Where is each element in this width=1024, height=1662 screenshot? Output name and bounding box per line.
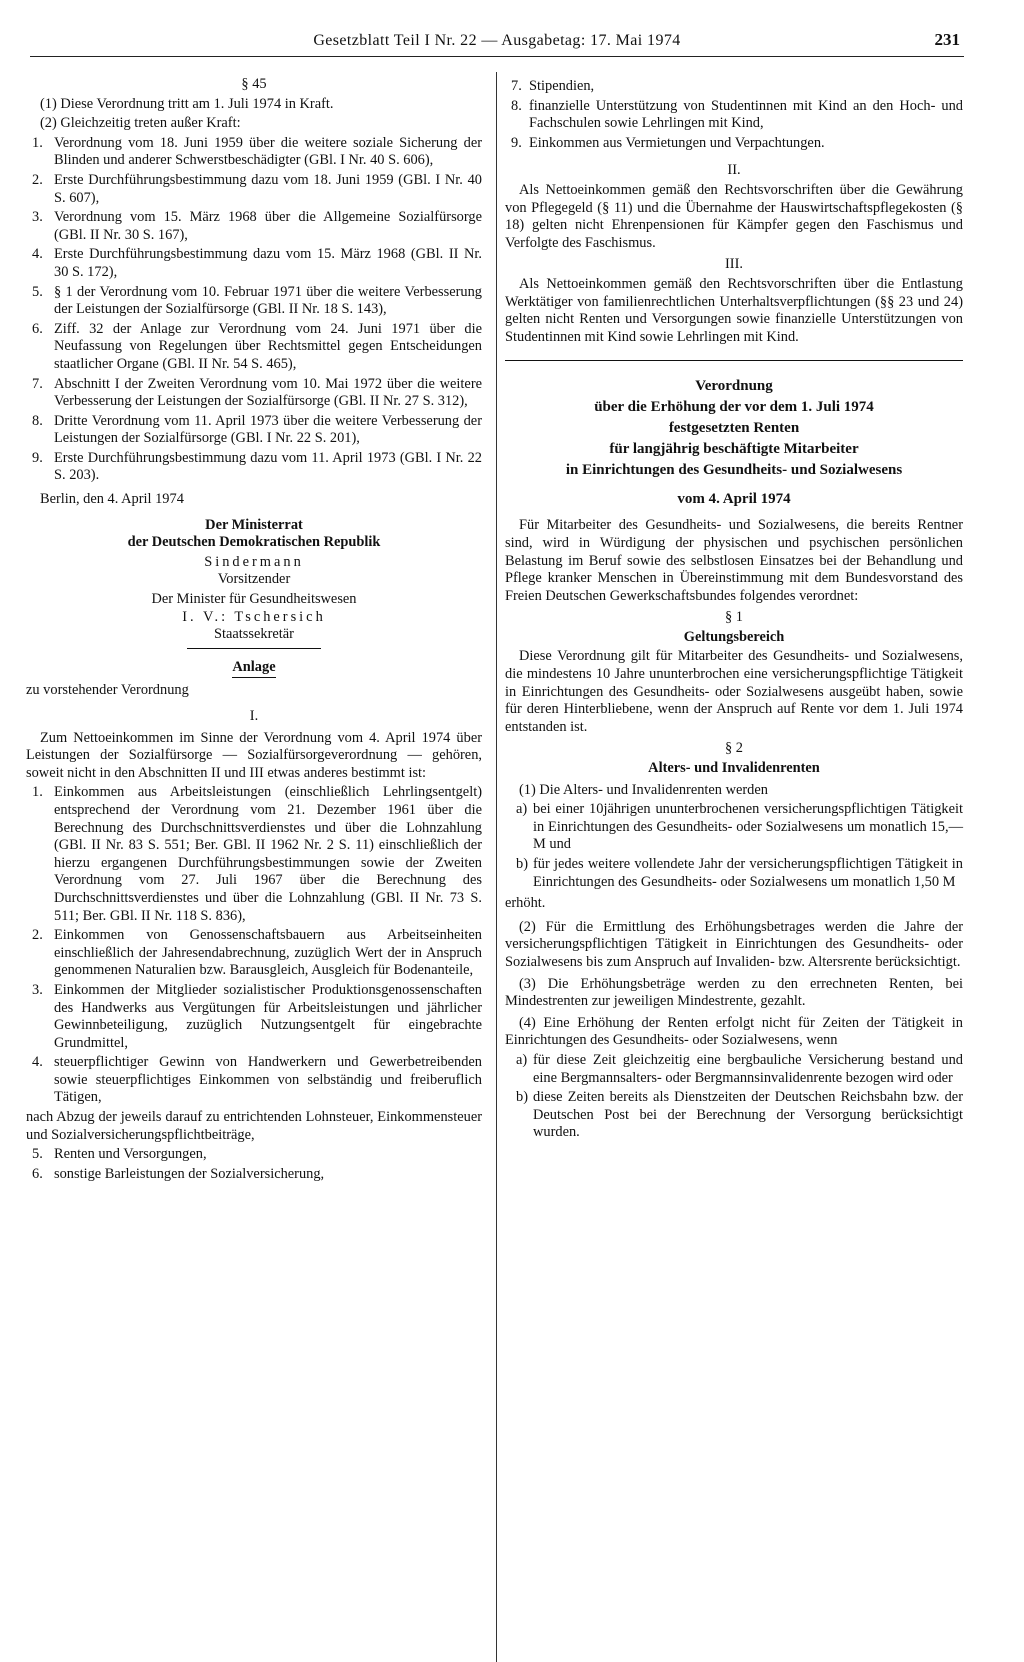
list-item-text: sonstige Barleistungen der Sozialversicherung, [54, 1165, 325, 1182]
list-item-number: 6. [32, 1165, 43, 1182]
header-title: Gesetzblatt Teil I Nr. 22 — Ausgabetag: 17. Mai 1974 [313, 32, 681, 49]
list-item-number: 4. [32, 1054, 43, 1071]
income-item [26, 982, 482, 1052]
list-item-text: steuerpflichtiger Gewinn von Handwerkern und Gewerbetreibenden sowie steuerpflichtiges Einkommen von selbständig und freiberuflich Tätigen, [54, 1054, 482, 1106]
signature-rule [187, 648, 321, 649]
decree-separator [505, 360, 963, 361]
list-item-number: 7. [511, 78, 522, 94]
list-item-text: finanzielle Unterstützung von Studentinnen mit Kind an den Hoch- und Fachschulen sowie Lehrlingen mit Kind, [529, 97, 963, 132]
decree-title-line: festgesetzten Renten [668, 420, 800, 437]
income-item [26, 1054, 482, 1107]
repealed-item [26, 284, 482, 319]
list-item-number: 2. [32, 171, 43, 188]
list-item-text: diese Zeiten bereits als Dienstzeiten der Deutschen Reichsbahn bzw. der Deutschen Post bei der Berechnung der Versorgung berücksichtigt wurden. [533, 1089, 963, 1141]
list-item-text: Verordnung vom 15. März 1968 über die Allgemeine Sozialfürsorge (GBl. II Nr. 30 S. 167), [54, 209, 482, 243]
anlage-title-wrap [26, 659, 482, 679]
list-item-text: Erste Durchführungsbestimmung dazu vom 11. April 1973 (GBl. I Nr. 22 S. 203). [54, 449, 482, 484]
sec1-heading: § 1 [725, 609, 743, 626]
sec2-p4-item [505, 1052, 963, 1087]
repealed-item [26, 209, 482, 244]
sec45-paragraph-1: (1) Diese Verordnung tritt am 1. Juli 1974 in Kraft. [40, 95, 334, 112]
income-item [26, 1146, 482, 1164]
signature-minister-line: Der Minister für Gesundheitswesen [151, 591, 357, 608]
section-I-heading: I. [249, 708, 259, 724]
signature-name-1: Sindermann [204, 553, 304, 570]
income-item [26, 784, 482, 925]
list-item-number: 6. [32, 320, 43, 337]
repealed-item [26, 135, 482, 170]
signature-org-line1: Der Ministerrat [205, 516, 303, 533]
list-item-number: 9. [511, 134, 522, 151]
sec2-list [505, 801, 963, 891]
repealed-item [26, 376, 482, 411]
income-list-3 [505, 78, 963, 152]
signature-role-1: Vorsitzender [217, 571, 291, 588]
sec2-item [505, 856, 963, 891]
place-date: Berlin, den 4. April 1974 [40, 491, 184, 508]
list-item-number: 4. [32, 246, 43, 263]
income-item [505, 98, 963, 133]
signature-block [26, 517, 482, 649]
list-item-text: Einkommen aus Vermietungen und Verpachtungen. [529, 134, 825, 151]
signature-name-2: I. V.: Tschersich [182, 608, 326, 625]
section-III-text: Als Nettoeinkommen gemäß den Rechtsvorschriften über die Entlastung Werktätiger von familienrechtlichen Unterhaltsverpflichtungen (§§ 23 und 24) gelten nicht Renten und Versorgungen sowie finanzielle Unterstützungen von Studentinnen mit Kind sowie Lehrlingen mit Kind. [505, 275, 963, 345]
list-item-text: § 1 der Verordnung vom 10. Februar 1971 über die weitere Verbesserung der Leistungen der Sozialfürsorge (GBl. II Nr. 18 S. 143), [54, 283, 482, 318]
anlage-subtitle: zu vorstehender Verordnung [26, 682, 189, 699]
sec2-erhoeht: erhöht. [505, 895, 546, 912]
list-item-text: Verordnung vom 18. Juni 1959 über die weitere soziale Sicherung der Blinden und anderer Schwerstbeschädigter (GBl. I Nr. 40 S. 606), [54, 134, 482, 169]
income-item [26, 927, 482, 980]
sec1-title: Geltungsbereich [683, 628, 785, 645]
section-II-heading: II. [727, 162, 741, 179]
sec2-title: Alters- und Invalidenrenten [648, 760, 820, 777]
sec2-item [505, 801, 963, 854]
list-item-number: 5. [32, 283, 43, 300]
repealed-item [26, 413, 482, 448]
list-item-text: Stipendien, [529, 78, 595, 94]
income-item [505, 78, 963, 96]
list-item-number: 1. [32, 134, 43, 151]
sec2-paragraph-2: (2) Für die Ermittlung des Erhöhungsbetrages werden die Jahre der versicherungspflichtigen Tätigkeit in Einrichtungen des Gesundheits- oder Sozialwesens bis zum Anspruch auf Invaliden- bzw. Altersrente berücksichtigt. [505, 918, 963, 970]
list-item-number: 1. [32, 784, 43, 801]
repealed-item [26, 246, 482, 281]
list-item-number: 5. [32, 1146, 43, 1163]
sec2-paragraph-4: (4) Eine Erhöhung der Renten erfolgt nicht für Zeiten der Tätigkeit in Einrichtungen des Gesundheits- oder Sozialwesens, wenn [505, 1014, 963, 1049]
decree-title-line: über die Erhöhung der vor dem 1. Juli 1974 [594, 399, 874, 416]
section-II-text: Als Nettoeinkommen gemäß den Rechtsvorschriften über die Gewährung von Pflegegeld (§ 11) und die Übernahme der Hauswirtschaftspflegekosten (§ 18) gelten nicht Ehrenpensionen für Kämpfer gegen den Faschismus und Verfolgte des Faschismus. [505, 181, 963, 251]
list-item-number: 9. [32, 449, 43, 466]
list-item-text: Einkommen der Mitglieder sozialistischer Produktionsgenossenschaften des Handwerks aus Vergütungen für Arbeitsleistungen und jährlicher Gewinnbeteiligung, zuzüglich Nutzungsentgelt für eingebrachte Grundmittel, [54, 981, 482, 1051]
list-item-text: für jedes weitere vollendete Jahr der versicherungspflichtigen Tätigkeit in Einrichtungen des Gesundheits- oder Sozialwesens um monatlich 1,50 M [533, 856, 963, 890]
decree-title [505, 377, 963, 480]
page-header [30, 30, 964, 57]
sec45-paragraph-2: (2) Gleichzeitig treten außer Kraft: [40, 115, 241, 132]
list-item-number: 3. [32, 209, 43, 226]
list-item-number: 7. [32, 375, 43, 392]
list-item-text: Dritte Verordnung vom 11. April 1973 über die weitere Verbesserung der Leistungen der Sozialfürsorge (GBl. I Nr. 22 S. 201), [54, 412, 482, 447]
section-I-intro: Zum Nettoeinkommen im Sinne der Verordnung vom 4. April 1974 über Leistungen der Sozialfürsorge — Sozialfürsorgeverordnung — gehören, soweit nicht in den Abschnitten II und III etwas anderes bestimmt ist: [26, 729, 482, 781]
list-item-number: 8. [32, 412, 43, 429]
list-item-number: 8. [511, 97, 522, 114]
list-item-text: Abschnitt I der Zweiten Verordnung vom 10. Mai 1972 über die weitere Verbesserung der Leistungen der Sozialfürsorge (GBl. II Nr. 27 S. 312), [54, 375, 482, 410]
list-item-text: Ziff. 32 der Anlage zur Verordnung vom 24. Juni 1971 über die Neufassung von Regelungen über Rechtsmittel gegen Entscheidungen staatlicher Organe (GBl. II Nr. 54 S. 465), [54, 320, 482, 372]
preamble: Für Mitarbeiter des Gesundheits- und Sozialwesens, die bereits Rentner sind, wird in Würdigung der physischen und psychischen persönlichen Belastung im Beruf sowie des selbstlosen Einsatzes bei der Behandlung und Pflege kranker Menschen in Übereinstimmung mit dem Bundesvorstand des Freien Deutschen Gewerkschaftsbundes folgendes verordnet: [505, 517, 963, 604]
decree-title-line: Verordnung [695, 378, 773, 395]
sec2-p4-item [505, 1089, 963, 1142]
list-item-text: Einkommen aus Arbeitsleistungen (einschließlich Lehrlingsentgelt) entsprechend der Verordnung vom 21. Dezember 1961 über die Berechnung des Durchschnittsverdienstes und über die Lohnzahlung (GBl. II Nr. 83 S. 551; Ber. GBl. II 1962 Nr. 2 S. 11) einschließlich der hierzu ergangenen Durchführungsbestimmungen sowie der Zweiten Verordnung vom 27. Juli 1967 über die Berechnung des Durchschnittsverdienstes und über die Lohnzahlung (GBl. II Nr. 73 S. 511; Ber. GBl. II Nr. 118 S. 836), [54, 784, 482, 924]
list-item-number: 3. [32, 981, 43, 998]
repealed-item [26, 172, 482, 207]
sec1-text: Diese Verordnung gilt für Mitarbeiter des Gesundheits- und Sozialwesens, die mindestens 10 Jahre ununterbrochen eine versicherungspflichtige Tätigkeit in Einrichtungen des Gesundheits- oder Sozialwesens ausgeübt haben, sowie für deren Hinterbliebene, wenn der Anspruch auf Rente vor dem 1. Juli 1974 entstanden ist. [505, 648, 963, 735]
deduction-text: nach Abzug der jeweils darauf zu entrichtenden Lohnsteuer, Einkommensteuer und Sozialversicherungspflichtbeiträge, [26, 1109, 482, 1143]
anlage-title: Anlage [232, 659, 275, 679]
list-item-text: Erste Durchführungsbestimmung dazu vom 18. Juni 1959 (GBl. I Nr. 40 S. 607), [54, 171, 482, 206]
list-item-number: 2. [32, 927, 43, 944]
repealed-item [26, 321, 482, 374]
sec2-heading: § 2 [725, 740, 743, 757]
list-item-text: für diese Zeit gleichzeitig eine bergbauliche Versicherung bestand und eine Bergmannsalters- oder Bergmannsinvalidenrente bezogen wird oder [533, 1051, 963, 1086]
column-divider [496, 72, 497, 1662]
repealed-list [26, 135, 482, 485]
list-item-text: Renten und Versorgungen, [54, 1146, 207, 1163]
right-column [505, 76, 963, 1142]
signature-role-2: Staatssekretär [214, 626, 294, 643]
sec2-paragraph-1: (1) Die Alters- und Invalidenrenten werden [519, 781, 768, 798]
sec2-paragraph-3: (3) Die Erhöhungsbeträge werden zu den errechneten Renten, bei Mindestrenten zur jeweiligen Mindestrente, gezahlt. [505, 975, 963, 1010]
decree-title-line: für langjährig beschäftigte Mitarbeiter [609, 441, 859, 458]
income-item [26, 1166, 482, 1184]
section-III-heading: III. [725, 256, 743, 273]
list-item-text: Erste Durchführungsbestimmung dazu vom 15. März 1968 (GBl. II Nr. 30 S. 172), [54, 246, 482, 280]
sec2-p4-list [505, 1052, 963, 1142]
list-item-number: b) [516, 1089, 528, 1106]
decree-date: vom 4. April 1974 [677, 491, 791, 508]
income-list-2 [26, 1146, 482, 1183]
list-item-number: b) [516, 856, 528, 872]
signature-org-line2: der Deutschen Demokratischen Republik [127, 534, 381, 551]
left-column [26, 76, 482, 1183]
list-item-number: a) [516, 1051, 528, 1068]
list-item-text: bei einer 10jährigen ununterbrochenen versicherungspflichtigen Tätigkeit in Einrichtungen des Gesundheits- oder Sozialwesens um monatlich 15,— M und [533, 801, 963, 853]
list-item-text: Einkommen von Genossenschaftsbauern aus Arbeitseinheiten einschließlich der Jahresendabrechnung, zuzüglich Wert der in Anspruch genommenen Naturalien bzw. Barausgleich, Ausgleich für Bodenanteile, [54, 927, 482, 979]
income-list-1 [26, 784, 482, 1107]
sec45-heading: § 45 [241, 76, 267, 92]
repealed-item [26, 450, 482, 485]
decree-title-line: in Einrichtungen des Gesundheits- und Sozialwesens [565, 462, 903, 479]
page-number: 231 [934, 30, 960, 49]
income-item [505, 135, 963, 153]
list-item-number: a) [516, 801, 528, 818]
